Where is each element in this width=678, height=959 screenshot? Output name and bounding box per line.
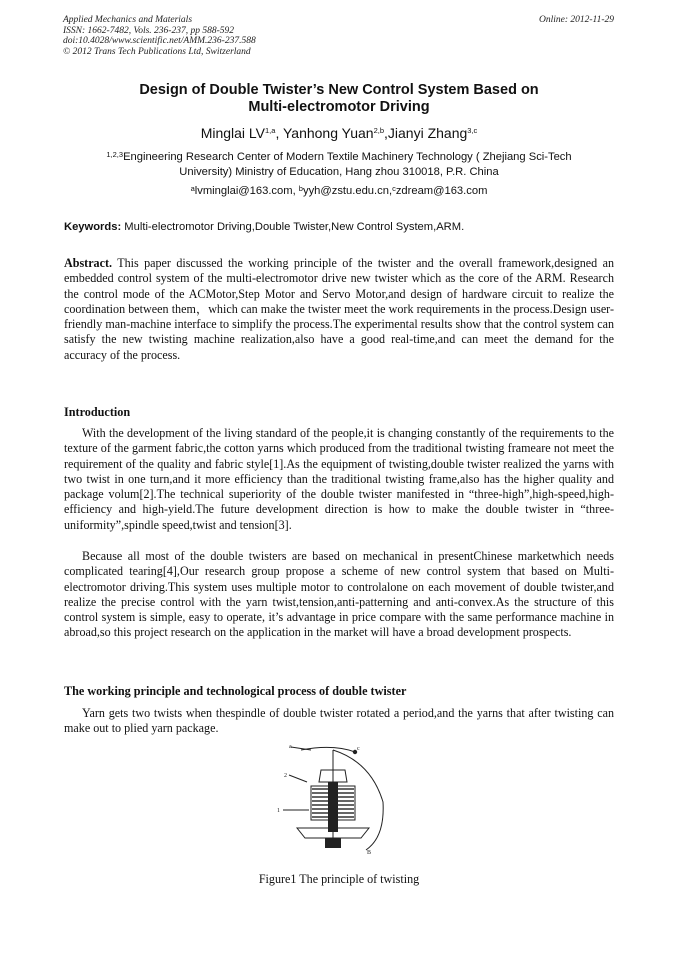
abstract-text: This paper discussed the working principle of the twister and the overall framework,designed an embedded control system of the multi-electromotor drive new twister which as the core of the ARM. Research the control mode of the ACMotor,Step Motor and Servo Motor,and design of hardware circuit to realize the coordination between them，which can make the twister meet the work requirements in the process.Design user-friendly man-machine interface to simplify the process.The experimental results show that the control system can satisfy the new twisting machine realization,also have a good real-time,and can meet the demand for the accuracy of the process. [64, 256, 614, 362]
figure-label: 2 [284, 773, 287, 779]
figure-label: a [289, 744, 292, 750]
email-address: zdream@163.com [395, 185, 488, 197]
keywords [64, 220, 616, 234]
introduction-heading: Introduction [64, 405, 131, 419]
introduction-paragraph-2: Because all most of the double twisters are based on mechanical in presentChinese marketwhich needs complicated tearing[4],Our research group propose a scheme of new control system that based on Multi-electromotor driving.This system uses multiple motor to controlalone on each movement of double twister,and realize the precise control with the yarn twist,tension,anti-patterning and anti-convex.As the structure of this control system is simple, easy to operate, it’s advantage in price compare with the same performance machine in abroad,so this project research on the application in the market will have a broad development prospects. [64, 549, 614, 640]
title-line-2: Multi-electromotor Driving [248, 99, 430, 115]
email-mark: b [298, 184, 303, 193]
section-2-heading: The working principle and technological process of double twister [64, 684, 407, 698]
copyright-line: © 2012 Trans Tech Publications Ltd, Switzerland [63, 46, 251, 57]
affiliation-line-1: Engineering Research Center of Modern Textile Machinery Technology ( Zhejiang Sci-Tech [123, 151, 572, 163]
keywords-text: Multi-electromotor Driving,Double Twister,New Control System,ARM. [121, 221, 465, 233]
issn-line: ISSN: 1662-7482, Vols. 236-237, pp 588-592 [63, 25, 234, 36]
yarn-balloon-path [333, 750, 383, 850]
affiliation-mark: 1,2,3 [106, 150, 124, 159]
author-name: Jianyi Zhang [387, 125, 468, 141]
author-affiliation-mark: 3,c [467, 126, 478, 135]
email-address: lvminglai@163.com [194, 185, 293, 197]
double-twister-diagram [271, 742, 395, 858]
email-mark: c [392, 184, 396, 193]
author-list [60, 125, 618, 142]
abstract-label: Abstract. [64, 256, 113, 270]
email-mark: a [190, 184, 195, 193]
doi-line: doi:10.4028/www.scientific.net/AMM.236-237.588 [63, 36, 256, 46]
author-name: Yanhong Yuan [282, 125, 374, 141]
author-name: Minglai LV [200, 125, 266, 141]
author-affiliation-mark: 1,a [265, 126, 276, 135]
leader-line [289, 775, 307, 782]
journal-header [63, 15, 256, 57]
online-date: Online: 2012-11-29 [538, 15, 614, 25]
email-list [60, 184, 618, 199]
journal-name: Applied Mechanics and Materials [63, 15, 193, 25]
email-separator: , [292, 185, 299, 197]
author-separator: , [275, 125, 283, 141]
figure-label: c [357, 746, 360, 752]
email-address: yyh@zstu.edu.cn [302, 185, 389, 197]
affiliation [64, 150, 614, 180]
abstract [64, 256, 614, 363]
title-line-1: Design of Double Twister’s New Control System Based on [139, 82, 539, 98]
email-separator: , [388, 185, 393, 197]
author-affiliation-mark: 2,b [373, 126, 384, 135]
spindle-base [325, 838, 341, 848]
paper-title [60, 82, 618, 116]
keywords-label: Keywords: [64, 221, 122, 233]
figure-label: B [367, 850, 372, 856]
introduction-paragraph-1: With the development of the living standard of the people,it is changing constantly of the requirements to the texture of the garment fabric,the cotton yarns which produced from the traditional twisting frameare not meet the requirement of the quality and fabric style[1].As the equipment of twisting,double twister realized the yarns with two twist in one turn,and it more efficiency than the traditional twisting frame,also has the higher quality and package volum[2].The technical superiority of the double twister manifested in “three-high”,high-speed,high-efficiency and high-yield.The future development direction is how to make the double twister in “three-uniformity”,spindle speed,twist and tension[3]. [64, 426, 614, 532]
affiliation-line-2: University) Ministry of Education, Hang zhou 310018, P.R. China [179, 166, 499, 178]
section-2-paragraph-1: Yarn gets two twists when thespindle of double twister rotated a period,and the yarns that after twisting can make out to plied yarn package. [64, 706, 614, 736]
author-separator: , [384, 125, 388, 141]
figure-label: 1 [277, 808, 280, 814]
spindle-body [328, 782, 338, 832]
figure-caption: Figure1 The principle of twisting [258, 872, 420, 886]
